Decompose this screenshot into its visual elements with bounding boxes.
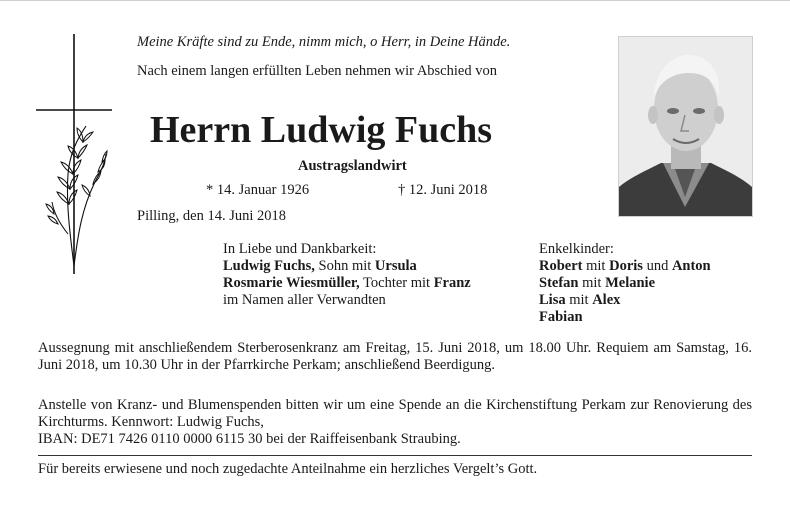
portrait-photo xyxy=(618,36,753,217)
grandchild-row: Stefan mit Melanie xyxy=(539,275,656,291)
top-border xyxy=(0,0,790,1)
mourners-heading: In Liebe und Dankbarkeit: xyxy=(223,241,377,257)
mourners-list xyxy=(223,241,471,309)
motto-verse: Meine Kräfte sind zu Ende, nimm mich, o Herr, in Deine Hände. xyxy=(137,34,511,50)
intro-text: Nach einem langen erfüllten Leben nehmen wir Abschied von xyxy=(137,63,497,79)
grandchild-row: Fabian xyxy=(539,309,583,325)
grandchild-row: Lisa mit Alex xyxy=(539,292,621,308)
donation-text: Anstelle von Kranz- und Blumenspenden bitten wir um eine Spende an die Kirchenstiftung Perkam zur Renovierung des Kirchturms. Kennwort: Ludwig Fuchs, xyxy=(38,397,752,430)
deceased-name: Herrn Ludwig Fuchs xyxy=(150,109,493,151)
donation-iban: IBAN: DE71 7426 0110 0000 6115 30 bei der Raiffeisenbank Straubing. xyxy=(38,431,461,447)
mourner-son: Ludwig Fuchs, Sohn mit Ursula xyxy=(223,258,417,274)
thanks-line: Für bereits erwiesene und noch zugedachte Anteilnahme ein herzliches Vergelt’s Gott. xyxy=(38,461,538,477)
service-info: Aussegnung mit anschließendem Sterberosenkranz am Freitag, 15. Juni 2018, um 18.00 Uhr. Requiem am Samstag, 16. Juni 2018, um 10.30 Uhr in der Pfarrkirche Perkam; anschließend Beerdigung. xyxy=(38,340,752,373)
grandchildren-heading: Enkelkinder: xyxy=(539,241,614,257)
grandchildren-list xyxy=(539,241,711,326)
mourners-relatives: im Namen aller Verwandten xyxy=(223,292,386,308)
birth-date: * 14. Januar 1926 xyxy=(206,182,310,198)
grandchild-row: Robert mit Doris und Anton xyxy=(539,258,711,274)
place-date: Pilling, den 14. Juni 2018 xyxy=(137,208,287,224)
occupation: Austragslandwirt xyxy=(298,158,407,174)
cross-with-wheat-icon xyxy=(30,34,115,274)
divider xyxy=(38,455,752,456)
donation-info xyxy=(38,397,752,448)
death-date: † 12. Juni 2018 xyxy=(398,182,488,198)
mourner-daughter: Rosmarie Wiesmüller, Tochter mit Franz xyxy=(223,275,471,291)
